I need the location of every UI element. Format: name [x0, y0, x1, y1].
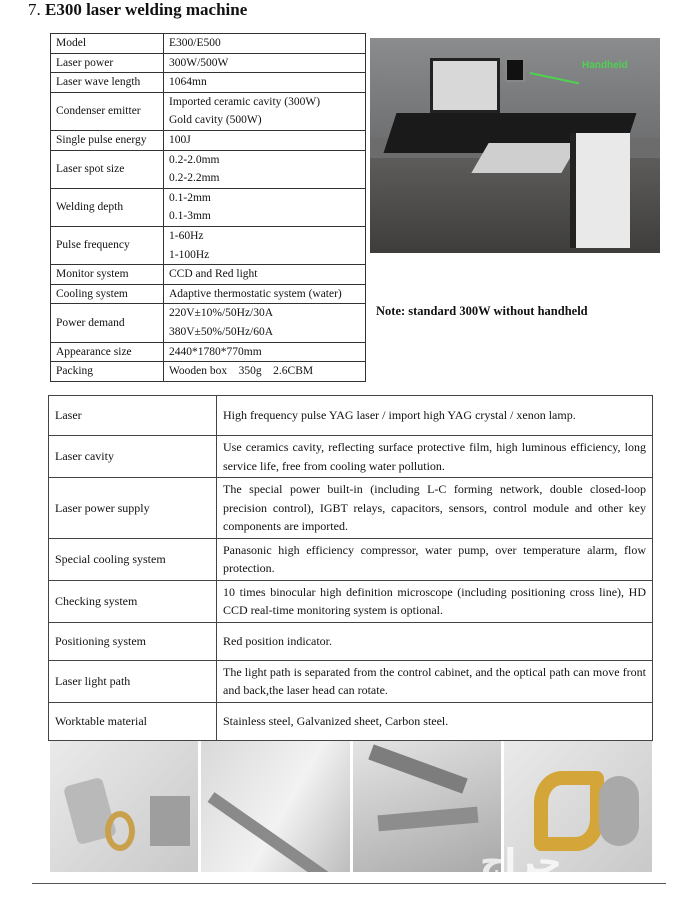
table-row [51, 92, 366, 130]
table-row [51, 265, 366, 285]
feature-key: Special cooling system [49, 538, 217, 580]
spec-value: Wooden box 350g 2.6CBM [164, 362, 366, 382]
spec-key: Single pulse energy [51, 130, 164, 150]
feature-key: Laser power supply [49, 478, 217, 539]
feature-key: Positioning system [49, 622, 217, 660]
footer-divider [32, 883, 666, 884]
spec-key: Packing [51, 362, 164, 382]
table-row [49, 702, 653, 740]
photo-cabinet [570, 133, 630, 248]
spec-key: Cooling system [51, 284, 164, 304]
spec-key: Model [51, 34, 164, 54]
spec-value-line: 380V±50%/50Hz/60A [169, 325, 274, 338]
table-row [51, 34, 366, 54]
spec-key: Condenser emitter [51, 92, 164, 130]
table-row [51, 130, 366, 150]
feature-key: Worktable material [49, 702, 217, 740]
machine-photo [370, 38, 660, 253]
feature-value: Stainless steel, Galvanized sheet, Carbon steel. [217, 702, 653, 740]
spec-value [164, 226, 366, 264]
feature-value: The special power built-in (including L-C forming network, double closed-loop precision control), IGBT relays, capacitors, sensors, control module and other key components are imported. [217, 478, 653, 539]
section-number: 7. [28, 0, 41, 19]
spec-key: Laser wave length [51, 73, 164, 93]
feature-value: Use ceramics cavity, reflecting surface protective film, high luminous efficiency, long service life, free from cooling water pollution. [217, 436, 653, 478]
spec-value: Adaptive thermostatic system (water) [164, 284, 366, 304]
spec-value-line: 1-60Hz [169, 229, 204, 242]
spec-value-line: 0.1-2mm [169, 191, 211, 204]
spec-value [164, 92, 366, 130]
feature-key: Laser light path [49, 660, 217, 702]
spec-key: Welding depth [51, 188, 164, 226]
spec-key: Power demand [51, 304, 164, 342]
spec-value-line: 0.2-2.0mm [169, 153, 220, 166]
spec-value-line: 0.1-3mm [169, 210, 211, 223]
spec-value: 300W/500W [164, 53, 366, 73]
spec-value: CCD and Red light [164, 265, 366, 285]
table-row [51, 362, 366, 382]
table-row [51, 188, 366, 226]
spec-value: E300/E500 [164, 34, 366, 54]
table-row [49, 622, 653, 660]
sample-image-3 [353, 741, 501, 872]
spec-value-line: Gold cavity (500W) [169, 114, 262, 127]
handheld-label: Handheld [582, 60, 628, 71]
photo-tray [471, 143, 578, 173]
section-title: E300 laser welding machine [45, 0, 248, 19]
spec-key: Monitor system [51, 265, 164, 285]
sample-image-2 [201, 741, 349, 872]
feature-key: Laser [49, 396, 217, 436]
table-row [49, 538, 653, 580]
feature-value: 10 times binocular high definition microscope (including positioning cross line), HD CCD real-time monitoring system is optional. [217, 580, 653, 622]
section-heading [28, 0, 247, 20]
table-row [51, 53, 366, 73]
spec-value [164, 150, 366, 188]
spec-value: 100J [164, 130, 366, 150]
table-row [51, 226, 366, 264]
spec-value-line: 1-100Hz [169, 248, 210, 261]
spec-value: 1064mn [164, 73, 366, 93]
feature-key: Checking system [49, 580, 217, 622]
table-row [51, 304, 366, 342]
spec-value [164, 304, 366, 342]
spec-value: 2440*1780*770mm [164, 342, 366, 362]
spec-table [50, 33, 366, 382]
spec-value [164, 188, 366, 226]
watermark: حراج [480, 842, 562, 882]
feature-key: Laser cavity [49, 436, 217, 478]
spec-key: Pulse frequency [51, 226, 164, 264]
feature-value: Red position indicator. [217, 622, 653, 660]
spec-key: Appearance size [51, 342, 164, 362]
table-row [49, 660, 653, 702]
features-table [48, 395, 653, 741]
table-row [51, 73, 366, 93]
photo-monitor [505, 58, 525, 82]
spec-key: Laser power [51, 53, 164, 73]
spec-value-line: Imported ceramic cavity (300W) [169, 95, 321, 108]
sample-image-1 [50, 741, 198, 872]
table-row [51, 342, 366, 362]
note-text: Note: standard 300W without handheld [376, 304, 588, 318]
table-row [49, 478, 653, 539]
table-row [51, 150, 366, 188]
table-row [49, 436, 653, 478]
feature-value: Panasonic high efficiency compressor, water pump, over temperature alarm, flow protection. [217, 538, 653, 580]
table-row [49, 396, 653, 436]
photo-laser-head [430, 58, 500, 113]
spec-value-line: 0.2-2.2mm [169, 172, 220, 185]
spec-value-line: 220V±10%/50Hz/30A [169, 307, 274, 320]
table-row [49, 580, 653, 622]
feature-value: The light path is separated from the control cabinet, and the optical path can move front and back,the laser head can rotate. [217, 660, 653, 702]
spec-key: Laser spot size [51, 150, 164, 188]
table-row [51, 284, 366, 304]
feature-value: High frequency pulse YAG laser / import high YAG crystal / xenon lamp. [217, 396, 653, 436]
